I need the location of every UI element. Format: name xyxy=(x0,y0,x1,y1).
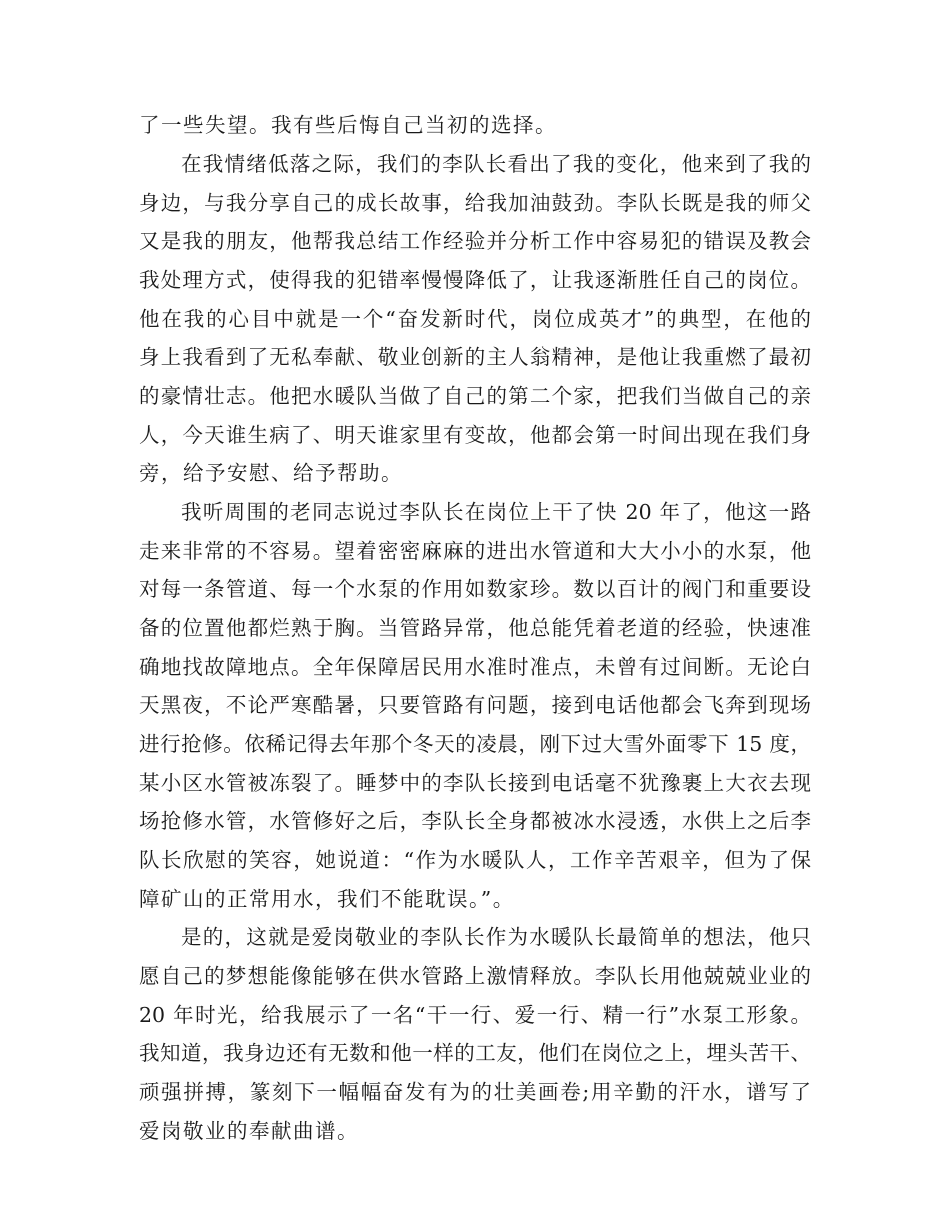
text-line: 又是我的朋友，他帮我总结工作经验并分析工作中容易犯的错误及教会 xyxy=(139,229,811,253)
text-line: 愿自己的梦想能像能够在供水管路上激情释放。李队长用他兢兢业业的 xyxy=(139,964,811,988)
paragraph-first-line: 是的，这就是爱岗敬业的李队长作为水暖队长最简单的想法，他只 xyxy=(181,925,811,949)
text-line: 对每一条管道、每一个水泵的作用如数家珍。数以百计的阀门和重要设 xyxy=(139,577,811,601)
text-line: 某小区水管被冻裂了。睡梦中的李队长接到电话毫不犹豫裹上大衣去现 xyxy=(139,771,811,795)
text-line: 天黑夜，不论严寒酷暑，只要管路有问题，接到电话他都会飞奔到现场 xyxy=(139,693,811,717)
text-line: 了一些失望。我有些后悔自己当初的选择。 xyxy=(139,113,557,137)
text-line: 障矿山的正常用水，我们不能耽误。”。 xyxy=(139,887,515,911)
paragraph-first-line: 我听周围的老同志说过李队长在岗位上干了快 20 年了，他这一路 xyxy=(181,500,811,524)
text-line: 走来非常的不容易。望着密密麻麻的进出水管道和大大小小的水泵，他 xyxy=(139,539,811,563)
text-line: 爱岗敬业的奉献曲谱。 xyxy=(139,1119,359,1143)
text-line: 身上我看到了无私奉献、敬业创新的主人翁精神，是他让我重燃了最初 xyxy=(139,345,811,369)
text-line: 身边，与我分享自己的成长故事，给我加油鼓劲。李队长既是我的师父 xyxy=(139,191,811,215)
text-line: 20 年时光，给我展示了一名“干一行、爱一行、精一行”水泵工形象。 xyxy=(139,1003,811,1027)
text-line: 他在我的心目中就是一个“奋发新时代，岗位成英才”的典型，在他的 xyxy=(139,307,811,331)
text-line: 队长欣慰的笑容，她说道：“作为水暖队人，工作辛苦艰辛，但为了保 xyxy=(139,848,811,872)
text-line: 场抢修水管，水管修好之后，李队长全身都被冰水浸透，水供上之后李 xyxy=(139,809,811,833)
text-line: 人，今天谁生病了、明天谁家里有变故，他都会第一时间出现在我们身 xyxy=(139,423,811,447)
paragraph-first-line: 在我情绪低落之际，我们的李队长看出了我的变化，他来到了我的 xyxy=(181,152,811,176)
text-line: 我处理方式，使得我的犯错率慢慢降低了，让我逐渐胜任自己的岗位。 xyxy=(139,268,811,292)
text-line: 确地找故障地点。全年保障居民用水准时准点，未曾有过间断。无论白 xyxy=(139,655,811,679)
text-line: 备的位置他都烂熟于胸。当管路异常，他总能凭着老道的经验，快速准 xyxy=(139,616,811,640)
text-line: 进行抢修。依稀记得去年那个冬天的凌晨，刚下过大雪外面零下 15 度， xyxy=(139,732,811,756)
text-line: 旁，给予安慰、给予帮助。 xyxy=(139,461,403,485)
text-line: 我知道，我身边还有无数和他一样的工友，他们在岗位之上，埋头苦干、 xyxy=(139,1041,811,1065)
text-line: 顽强拼搏，篆刻下一幅幅奋发有为的壮美画卷;用辛勤的汗水，谱写了 xyxy=(139,1080,811,1104)
text-line: 的豪情壮志。他把水暖队当做了自己的第二个家，把我们当做自己的亲 xyxy=(139,384,811,408)
